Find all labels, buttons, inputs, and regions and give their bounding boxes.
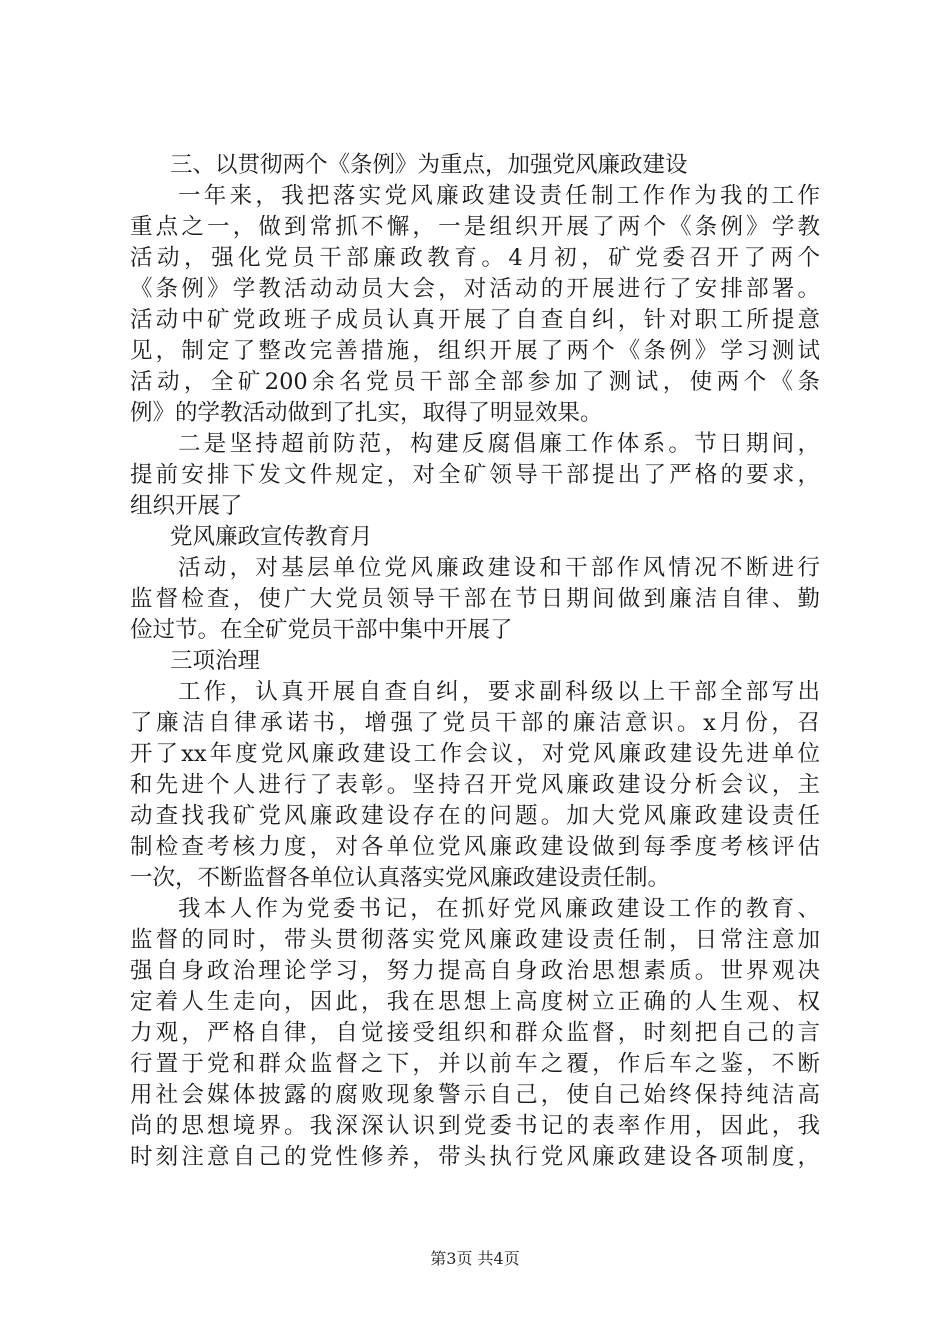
text-line: 力观，严格自律，自觉接受组织和群众监督，时刻把自己的言 xyxy=(130,1020,820,1046)
text-line: 重点之一，做到常抓不懈，一是组织开展了两个《条例》学教 xyxy=(130,214,820,240)
text-line: 工作，认真开展自查自纠，要求副科级以上干部全部写出 xyxy=(178,679,820,705)
page-footer: 第3页 共4页 xyxy=(430,1249,520,1268)
text-line: 活动，全矿200余名党员干部全部参加了测试，使两个《条 xyxy=(130,369,820,395)
text-line: 监督检查，使广大党员领导干部在节日期间做到廉洁自律、勤 xyxy=(130,586,820,612)
document-page xyxy=(130,150,820,1173)
text-line: 俭过节。在全矿党员干部中集中开展了 xyxy=(130,617,513,643)
text-line: 时刻注意自己的党性修养，带头执行党风廉政建设各项制度， xyxy=(130,1144,820,1170)
text-line: 了廉洁自律承诺书，增强了党员干部的廉洁意识。x月份，召 xyxy=(130,710,820,736)
text-line: 二是坚持超前防范，构建反腐倡廉工作体系。节日期间， xyxy=(178,431,820,457)
text-line: 动查找我矿党风廉政建设存在的问题。加大党风廉政建设责任 xyxy=(130,803,820,829)
text-line: 和先进个人进行了表彰。坚持召开党风廉政建设分析会议，主 xyxy=(130,772,820,798)
text-line: 党风廉政宣传教育月 xyxy=(170,524,373,550)
text-line: 组织开展了 xyxy=(130,493,243,519)
text-line: 行置于党和群众监督之下，并以前车之覆，作后车之鉴，不断 xyxy=(130,1051,820,1077)
text-line: 一年来，我把落实党风廉政建设责任制工作作为我的工作 xyxy=(178,183,820,209)
text-line: 用社会媒体披露的腐败现象警示自己，使自己始终保持纯洁高 xyxy=(130,1082,820,1108)
text-line: 监督的同时，带头贯彻落实党风廉政建设责任制，日常注意加 xyxy=(130,927,820,953)
text-line: 制检查考核力度，对各单位党风廉政建设做到每季度考核评估 xyxy=(130,834,820,860)
text-line: 活动中矿党政班子成员认真开展了自查自纠，针对职工所提意 xyxy=(130,307,820,333)
text-line: 例》的学教活动做到了扎实，取得了明显效果。 xyxy=(130,400,603,426)
text-line: 强自身政治理论学习，努力提高自身政治思想素质。世界观决 xyxy=(130,958,820,984)
text-line: 开了xx年度党风廉政建设工作会议，对党风廉政建设先进单位 xyxy=(130,741,820,767)
text-line: 三项治理 xyxy=(170,648,261,674)
text-line: 尚的思想境界。我深深认识到党委书记的表率作用，因此，我 xyxy=(130,1113,820,1139)
section-heading: 三、以贯彻两个《条例》为重点，加强党风廉政建设 xyxy=(170,152,688,178)
text-line: 定着人生走向，因此，我在思想上高度树立正确的人生观、权 xyxy=(130,989,820,1015)
text-line: 《条例》学教活动动员大会，对活动的开展进行了安排部署。 xyxy=(130,276,820,302)
document-body xyxy=(130,181,820,1173)
text-line: 活动，强化党员干部廉政教育。4月初，矿党委召开了两个 xyxy=(130,245,820,271)
text-line: 我本人作为党委书记，在抓好党风廉政建设工作的教育、 xyxy=(178,896,820,922)
text-line: 活动，对基层单位党风廉政建设和干部作风情况不断进行 xyxy=(178,555,820,581)
text-line: 提前安排下发文件规定，对全矿领导干部提出了严格的要求， xyxy=(130,462,820,488)
text-line: 一次，不断监督各单位认真落实党风廉政建设责任制。 xyxy=(130,865,671,891)
text-line: 见，制定了整改完善措施，组织开展了两个《条例》学习测试 xyxy=(130,338,820,364)
